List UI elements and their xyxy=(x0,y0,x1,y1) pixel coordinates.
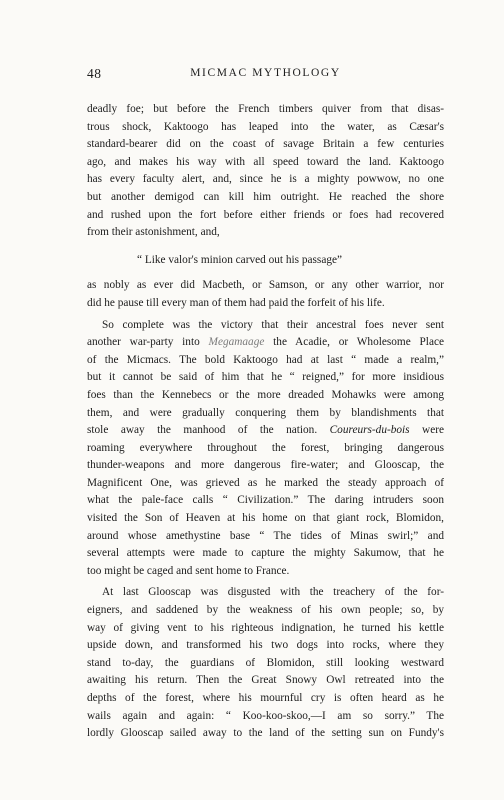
text-line: stand to-day, the guardians of Blomidon, still looking westward xyxy=(87,656,444,669)
text-line: So complete was the victory that their ancestral foes never sent xyxy=(102,318,444,331)
text-line: but it cannot be said of him that he “ reigned,” for more insidious xyxy=(87,371,444,384)
text-segment: stole away the manhood of the nation. xyxy=(87,424,330,437)
text-line: upside down, and transformed his two dogs into rocks, where they xyxy=(87,639,444,652)
text-line: depths of the forest, where his mournful cry is often heard as he xyxy=(87,692,444,704)
italic-term-megamaage: Megamaage xyxy=(208,336,265,349)
italic-term-coureurs: Coureurs-du-bois xyxy=(329,424,410,437)
text-line: of the Micmacs. The bold Kaktoogo had at last “ made a realm,” xyxy=(87,353,444,366)
text-line: Magnificent One, was grieved as he marked the steady approach of xyxy=(87,476,444,489)
text-line: wails again and again: “ Koo-koo-skoo,—I am so sorry.” The xyxy=(87,709,444,722)
text-line: lordly Glooscap sailed away to the land of the setting sun on Fundy's xyxy=(87,727,444,740)
text-line: way of giving vent to his righteous indignation, he turned his kettle xyxy=(87,621,444,634)
text-line: several attempts were made to capture the mighty Sakumow, that he xyxy=(87,547,444,560)
text-line: around whose amethystine base “ The tides of Minas swirl;” and xyxy=(87,529,444,542)
text-line xyxy=(87,334,444,352)
text-line: as nobly as ever did Macbeth, or Samson, or any other warrior, nor xyxy=(87,279,444,292)
text-line: ago, and makes his way with all speed toward the land. Kaktoogo xyxy=(87,155,444,168)
text-line xyxy=(87,422,444,440)
body-text xyxy=(87,101,444,743)
text-segment: were xyxy=(409,424,444,437)
text-line: standard-bearer did on the coast of savage Britain a few centuries xyxy=(87,138,444,151)
paragraph-4 xyxy=(87,584,444,742)
text-line: roaming everywhere throughout the forest, bringing dangerous xyxy=(87,441,444,454)
text-segment: the Acadie, or Wholesome Place xyxy=(264,336,444,349)
text-line: deadly foe; but before the French timbers quiver from that disas- xyxy=(87,103,444,115)
text-line: has every faculty alert, and, since he is a mighty powwow, no one xyxy=(87,173,444,186)
text-line: too might be caged and sent home to France. xyxy=(87,564,290,577)
text-line: what the pale-face calls “ Civilization.” The daring intruders soon xyxy=(87,494,444,507)
running-title: MICMAC MYTHOLOGY xyxy=(190,67,341,79)
paragraph-3 xyxy=(87,317,444,581)
text-segment: another war-party into xyxy=(87,336,209,349)
text-line: visited the Son of Heaven at his home on that giant rock, Blomidon, xyxy=(87,512,444,525)
text-line: foes than the Kennebecs or the more dreaded Mohawks were among xyxy=(87,388,444,401)
paragraph-1 xyxy=(87,101,444,242)
text-line: from their astonishment, and, xyxy=(87,226,220,239)
page-number: 48 xyxy=(87,66,102,81)
text-line: did he pause till every man of them had paid the forfeit of his life. xyxy=(87,296,385,309)
page-header xyxy=(87,66,444,84)
text-line: awaiting his return. Then the Great Snowy Owl retreated into the xyxy=(87,674,444,687)
text-line: them, and were gradually conquering them by blandishments that xyxy=(87,406,444,419)
text-line: but another demigod can kill him outright. He reached the shore xyxy=(87,190,444,203)
block-quote: “ Like valor's minion carved out his passage” xyxy=(137,253,343,266)
text-line: At last Glooscap was disgusted with the treachery of the for- xyxy=(102,586,444,599)
text-line: thunder-weapons and more dangerous fire-water; and Glooscap, the xyxy=(87,459,444,472)
text-line: and rushed upon the fort before either friends or foes had recovered xyxy=(87,208,444,221)
text-line: trous shock, Kaktoogo has leaped into the water, as Cæsar's xyxy=(87,120,444,133)
paragraph-2 xyxy=(87,277,444,312)
text-line: eigners, and saddened by the weakness of his own people; so, by xyxy=(87,604,444,617)
